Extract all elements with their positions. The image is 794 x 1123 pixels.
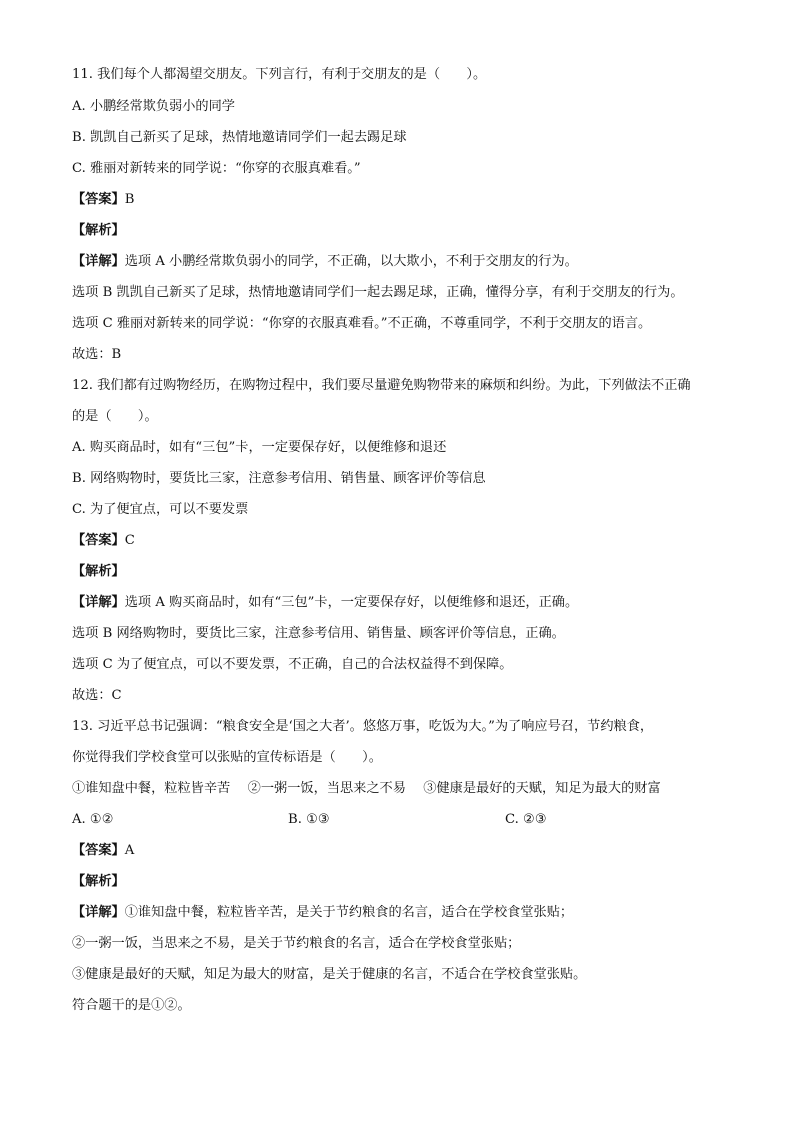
q12-detail-3: 选项 C 为了便宜点，可以不要发票，不正确，自己的合法权益得不到保障。 — [72, 657, 513, 672]
answer-value: A — [124, 843, 135, 858]
q12-analysis-label: 【解析】 — [72, 564, 125, 579]
answer-value: B — [124, 192, 135, 207]
answer-value: C — [124, 533, 135, 548]
q12-detail-2: 选项 B 网络购物时，要货比三家，注意参考信用、销售量、顾客评价等信息，正确。 — [72, 626, 565, 641]
q11-answer — [72, 191, 724, 209]
detail-label: 【详解】 — [72, 254, 125, 269]
q11-conclusion: 故选：B — [72, 347, 122, 362]
q13-detail-2: ②一粥一饭，当思来之不易，是关于节约粮食的名言，适合在学校食堂张贴； — [72, 936, 521, 951]
detail-label: 【详解】 — [72, 905, 125, 920]
q11-detail-3: 选项 C 雅丽对新转来的同学说：“你穿的衣服真难看。”不正确，不尊重同学，不利于交朋友的语言。 — [72, 316, 652, 331]
q13-answer — [72, 842, 724, 860]
answer-label: 【答案】 — [72, 843, 125, 858]
q11-detail-1: 【详解】选项 A 小鹏经常欺负弱小的同学，不正确，以大欺小，不利于交朋友的行为。 — [72, 254, 578, 269]
q11-option-a: A. 小鹏经常欺负弱小的同学 — [72, 99, 235, 114]
q11-detail-2: 选项 B 凯凯自己新买了足球，热情地邀请同学们一起去踢足球，正确，懂得分享，有利于交朋友的行为。 — [72, 285, 684, 300]
answer-label: 【答案】 — [72, 533, 125, 548]
q13-items: ①谁知盘中餐，粒粒皆辛苦 ②一粥一饭，当思来之不易 ③健康是最好的天赋，知足为最大的财富 — [72, 781, 661, 796]
q13-stem-line1: 13. 习近平总书记强调：“粮食安全是‘国之大者’。悠悠万事，吃饭为大。”为了响应号召，节约粮食， — [72, 719, 654, 734]
q12-stem-line1: 12. 我们都有过购物经历，在购物过程中，我们要尽量避免购物带来的麻烦和纠纷。为此，下列做法不正确 — [72, 378, 691, 393]
q12-option-a: A. 购买商品时，如有“三包”卡，一定要保存好，以便维修和退还 — [72, 440, 447, 455]
q13-option-c: C. ②③ — [505, 812, 547, 827]
q12-answer — [72, 532, 724, 550]
q11-option-c: C. 雅丽对新转来的同学说：“你穿的衣服真难看。” — [72, 161, 361, 176]
q12-stem-line2: 的是（ ）。 — [72, 409, 158, 424]
q13-option-b: B. ①③ — [288, 812, 330, 827]
q13-detail-1: 【详解】①谁知盘中餐，粒粒皆辛苦，是关于节约粮食的名言，适合在学校食堂张贴； — [72, 905, 574, 920]
detail-label: 【详解】 — [72, 595, 125, 610]
q11-option-b: B. 凯凯自己新买了足球，热情地邀请同学们一起去踢足球 — [72, 130, 407, 145]
q11-stem: 11. 我们每个人都渴望交朋友。下列言行，有利于交朋友的是（ ）。 — [72, 67, 487, 82]
q13-stem-line2: 你觉得我们学校食堂可以张贴的宣传标语是（ ）。 — [72, 750, 382, 765]
q13-detail-3: ③健康是最好的天赋，知足为最大的财富，是关于健康的名言，不适合在学校食堂张贴。 — [72, 967, 587, 982]
q13-conclusion: 符合题干的是①②。 — [72, 998, 191, 1013]
q11-analysis-label: 【解析】 — [72, 223, 125, 238]
q12-conclusion: 故选：C — [72, 688, 122, 703]
q12-option-c: C. 为了便宜点，可以不要发票 — [72, 502, 249, 517]
q13-analysis-label: 【解析】 — [72, 874, 125, 889]
q13-option-a: A. ①② — [72, 812, 114, 827]
q12-option-b: B. 网络购物时，要货比三家，注意参考信用、销售量、顾客评价等信息 — [72, 471, 486, 486]
q12-detail-1: 【详解】选项 A 购买商品时，如有“三包”卡，一定要保存好，以便维修和退还，正确。 — [72, 595, 579, 610]
answer-label: 【答案】 — [72, 192, 125, 207]
